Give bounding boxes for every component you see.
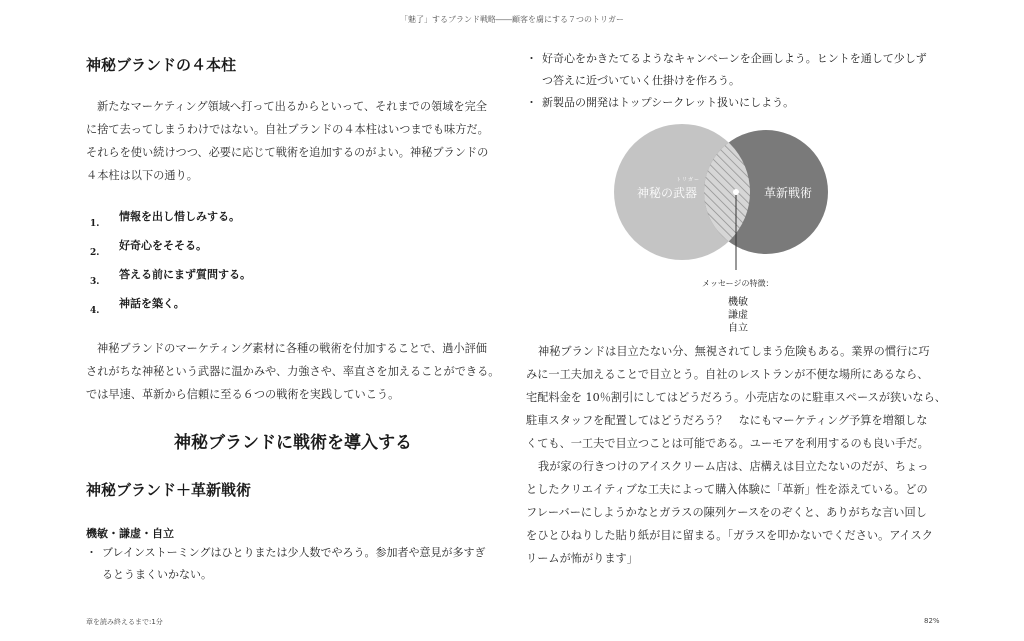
bullet-text-line: るとうまくいかない。 bbox=[102, 568, 212, 581]
text-line: みに一工夫加えることで目立とう。自社のレストランが不便な場所にあるなら、 bbox=[526, 368, 929, 381]
reading-time-remaining: 章を読み終えるまで:1分 bbox=[86, 618, 163, 626]
text-line: ４本柱は以下の通り。 bbox=[86, 169, 198, 182]
list-item bbox=[86, 268, 502, 294]
bullet-mark: ・ bbox=[526, 96, 537, 109]
bullet-text-line: つ答えに近づいていく仕掛けを作ろう。 bbox=[542, 74, 740, 87]
text-line: をひとひねりした貼り紙が目に留まる。「ガラスを叩かないでください。アイスク bbox=[526, 529, 933, 542]
list-text: 好奇心をそそる。 bbox=[119, 239, 207, 252]
bullet-mark: ・ bbox=[86, 546, 97, 559]
list-item bbox=[86, 297, 502, 323]
list-number: 3. bbox=[90, 277, 100, 287]
bullet-text-line: 好奇心をかきたてるようなキャンペーンを企画しよう。ヒントを通して少しず bbox=[542, 52, 927, 65]
book-title-header: 「魅了」するブランド戦略――顧客を虜にする７つのトリガー bbox=[400, 15, 624, 24]
list-number: 1. bbox=[90, 219, 100, 229]
text-line: されがちな神秘という武器に温かみや、力強さや、率直さを加えることができる。 bbox=[86, 365, 500, 378]
feature-item: 謙虚 bbox=[728, 310, 748, 321]
left-circle-label: 神秘の武器 bbox=[637, 186, 698, 200]
callout-title: メッセージの特徴： bbox=[702, 279, 774, 288]
list-number: 4. bbox=[90, 306, 100, 316]
bullet-mark: ・ bbox=[526, 52, 537, 65]
text-line: フレーバーにしようかなとガラスの陳列ケースをのぞくと、ありがちな言い回し bbox=[526, 506, 927, 519]
bullet-item bbox=[86, 542, 502, 586]
ruby-annotation: トリガー bbox=[676, 177, 700, 183]
list-text: 答える前にまず質問する。 bbox=[119, 268, 251, 281]
bullet-item bbox=[526, 92, 946, 114]
list-item bbox=[86, 239, 502, 265]
text-line: 宅配料金を 10％割引にしてはどうだろう。小売店なのに駐車スペースが狭いなら、 bbox=[526, 391, 946, 404]
subsection-title: 神秘ブランド＋革新戦術 bbox=[86, 481, 252, 499]
feature-item: 自立 bbox=[728, 323, 748, 334]
text-line: 新たなマーケティング領域へ打って出るからといって、それまでの領域を完全 bbox=[97, 100, 487, 113]
body-paragraph bbox=[526, 340, 946, 570]
text-line: としたクリエイティブな工夫によって購入体験に「革新」性を添えている。どの bbox=[526, 483, 928, 496]
text-line: 神秘ブランドは目立たない分、無視されてしまう危険もある。業界の慣行に巧 bbox=[538, 345, 930, 358]
right-circle-label: 革新戦術 bbox=[764, 186, 813, 200]
text-line: くても、一工夫で目立つことは可能である。ユーモアを利用するのも良い手だ。 bbox=[526, 437, 929, 450]
venn-diagram bbox=[614, 120, 834, 335]
text-line: 神秘ブランドのマーケティング素材に各種の戦術を付加することで、過小評価 bbox=[97, 342, 487, 355]
feature-item: 機敏 bbox=[728, 297, 748, 308]
venn-diagram-graphic bbox=[614, 120, 834, 335]
text-line: 我が家の行きつけのアイスクリーム店は、店構えは目立たないのだが、ちょっ bbox=[538, 460, 929, 473]
reading-progress: 82% bbox=[924, 617, 940, 625]
section-title: 神秘ブランドの４本柱 bbox=[86, 56, 237, 74]
list-text: 神話を築く。 bbox=[119, 297, 185, 310]
overlap-dot bbox=[733, 189, 739, 195]
text-line: 駐車スタッフを配置してはどうだろう？ なにもマーケティング予算を増額しな bbox=[526, 414, 928, 427]
intro-paragraph bbox=[86, 95, 502, 187]
bullet-item bbox=[526, 48, 946, 92]
bullet-text-line: ブレインストーミングはひとりまたは少人数でやろう。参加者や意見が多すぎ bbox=[102, 546, 486, 559]
text-line: に捨て去ってしまうわけではない。自社ブランドの４本柱はいつまでも味方だ。 bbox=[86, 123, 489, 136]
list-item bbox=[86, 210, 502, 236]
text-line: それらを使い続けつつ、必要に応じて戦術を追加するのがよい。神秘ブランドの bbox=[86, 146, 489, 159]
chapter-title: 神秘ブランドに戦術を導入する bbox=[174, 433, 412, 453]
body-paragraph bbox=[86, 337, 502, 406]
traits-heading: 機敏・謙虚・自立 bbox=[86, 527, 174, 540]
text-line: では早速、革新から信頼に至る６つの戦術を実践していこう。 bbox=[86, 388, 400, 401]
bullet-text-line: 新製品の開発はトップシークレット扱いにしよう。 bbox=[542, 96, 795, 109]
list-text: 情報を出し惜しみする。 bbox=[119, 210, 240, 223]
list-number: 2. bbox=[90, 248, 100, 258]
text-line: リームが怖がります」 bbox=[526, 552, 638, 565]
